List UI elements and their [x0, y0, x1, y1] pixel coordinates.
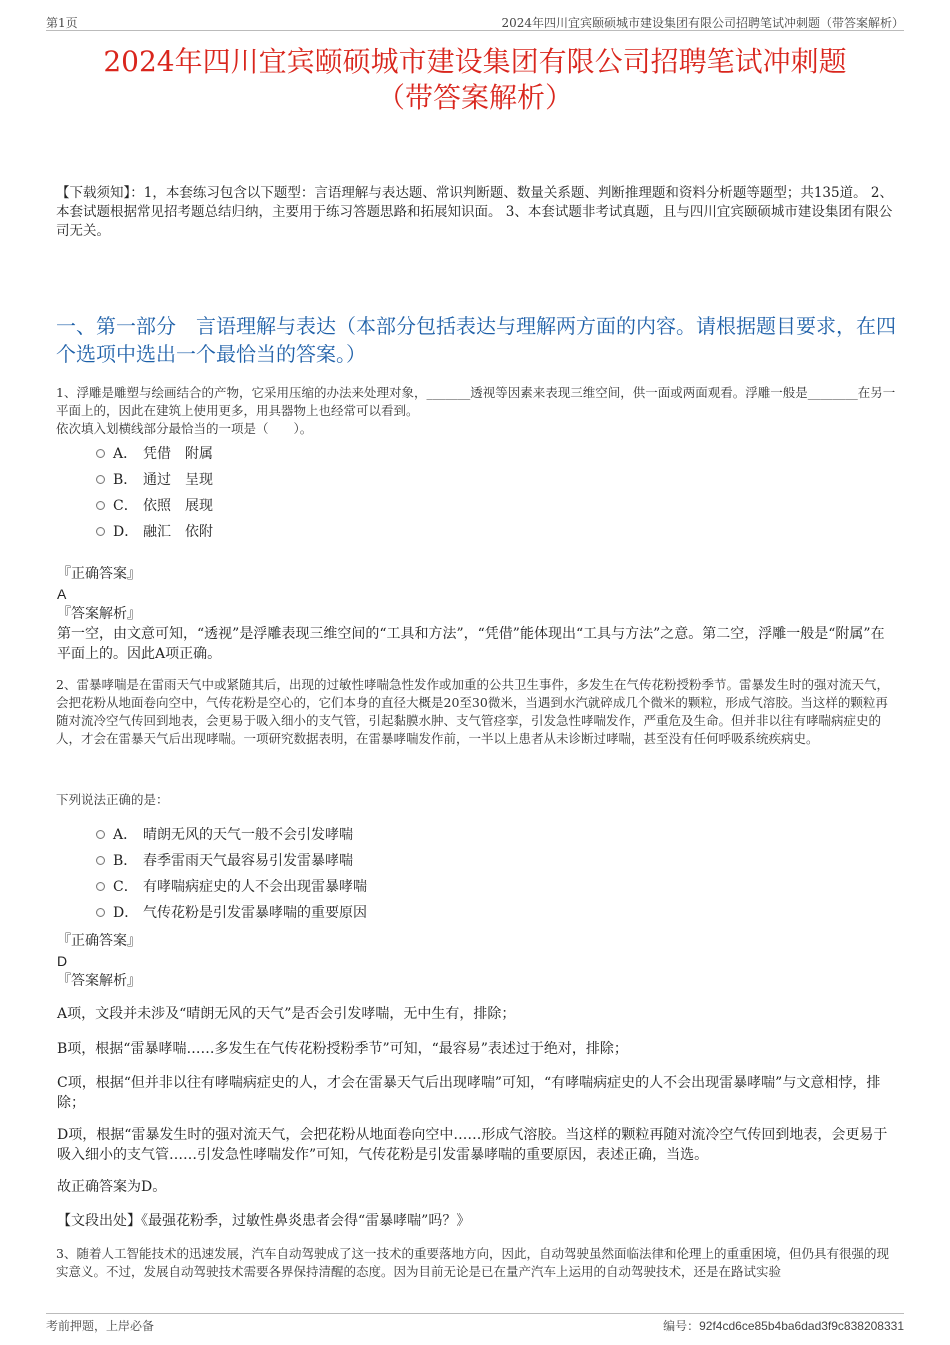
radio-icon[interactable]	[96, 475, 105, 484]
download-notice: 【下载须知】：1，本套练习包含以下题型：言语理解与表达题、常识判断题、数量关系题、判断推理题和资料分析题等题型；共135道。 2、本套试题根据常见招考题总结归纳，主要用于练习答题思路和拓展知识面。 3、本套试题非考试真题，且与四川宜宾颐硕城市建设集团有限公司无关。	[56, 185, 893, 239]
q2-option-a[interactable]: A． 晴朗无风的天气一般不会引发哮喘	[96, 821, 367, 847]
header-doc-name: 2024年四川宜宾颐硕城市建设集团有限公司招聘笔试冲刺题（带答案解析）	[501, 16, 904, 30]
answer-label: 『正确答案』	[57, 566, 141, 582]
question-2-options	[96, 821, 367, 925]
footer-motto: 考前押题，上岸必备	[46, 1319, 155, 1333]
radio-icon[interactable]	[96, 830, 105, 839]
analysis-label: 『答案解析』	[57, 973, 141, 989]
analysis-option-a: A项，文段并未涉及“晴朗无风的天气”是否会引发哮喘，无中生有，排除；	[57, 1006, 516, 1022]
q1-option-a[interactable]: A． 凭借 附属	[96, 440, 213, 466]
title-line-1: 2024年四川宜宾颐硕城市建设集团有限公司招聘笔试冲刺题	[103, 45, 847, 78]
page-footer	[46, 1313, 904, 1334]
radio-icon[interactable]	[96, 856, 105, 865]
q1-option-d[interactable]: D． 融汇 依附	[96, 518, 213, 544]
radio-icon[interactable]	[96, 908, 105, 917]
q1-option-b[interactable]: B． 通过 呈现	[96, 466, 213, 492]
radio-icon[interactable]	[96, 449, 105, 458]
analysis-option-b: B项，根据“雷暴哮喘……多发生在气传花粉授粉季节”可知，“最容易”表述过于绝对，排除；	[57, 1041, 628, 1057]
question-2-text: 2、雷暴哮喘是在雷雨天气中或紧随其后，出现的过敏性哮喘急性发作或加重的公共卫生事件，多发生在气传花粉授粉季节。雷暴发生时的强对流天气，会把花粉从地面卷向空中，气传花粉是空心的，它们本身的直径大概是20至30微米，当遇到水汽就碎成几个微米的颗粒，形成气溶胶。当这样的颗粒再随对流冷空气传回到地表，会更易于吸入细小的支气管，引起黏膜水肿、支气管痉挛，引发急性哮喘发作，严重危及生命。但并非以往有哮喘病症史的人，才会在雷暴天气后出现哮喘。一项研究数据表明，在雷暴哮喘发作前，一半以上患者从未诊断过哮喘，甚至没有任何呼吸系统疾病史。	[56, 677, 889, 746]
q2-option-b[interactable]: B． 春季雷雨天气最容易引发雷暴哮喘	[96, 847, 367, 873]
q1-option-c[interactable]: C． 依照 展现	[96, 492, 213, 518]
radio-icon[interactable]	[96, 882, 105, 891]
analysis-label: 『答案解析』	[57, 606, 141, 622]
title-line-2: （带答案解析）	[376, 81, 573, 114]
page-number: 第1页	[46, 16, 78, 30]
answer-label: 『正确答案』	[57, 933, 141, 949]
answer-value: A	[57, 586, 67, 602]
question-2-answer	[57, 931, 890, 991]
question-1-prompt: 依次填入划横线部分最恰当的一项是（ ）。	[56, 421, 313, 436]
document-title	[30, 44, 920, 116]
page-header	[46, 12, 904, 31]
question-3-text: 3、随着人工智能技术的迅速发展，汽车自动驾驶成了这一技术的重要落地方向，因此，自动驾驶虽然面临法律和伦理上的重重困境，但仍具有很强的现实意义。不过，发展自动驾驶技术需要各界保持清醒的态度。因为目前无论是已在量产汽车上运用的自动驾驶技术，还是在路试实验	[56, 1246, 889, 1279]
footer-serial: 编号：92f4cd6ce85b4ba6dad3f9c838208331	[663, 1319, 904, 1333]
question-1-answer	[57, 564, 890, 664]
question-1-text: 1、浮雕是雕塑与绘画结合的产物，它采用压缩的办法来处理对象，_______透视等因素来表现三维空间，供一面或两面观看。浮雕一般是________在另一平面上的，因此在建筑上使用更多，用具器物上也经常可以看到。	[56, 385, 896, 418]
q2-option-d[interactable]: D． 气传花粉是引发雷暴哮喘的重要原因	[96, 899, 367, 925]
question-1	[56, 384, 900, 438]
passage-source: 【文段出处】《最强花粉季，过敏性鼻炎患者会得“雷暴哮喘”吗？》	[57, 1213, 471, 1229]
radio-icon[interactable]	[96, 501, 105, 510]
q2-option-c[interactable]: C． 有哮喘病症史的人不会出现雷暴哮喘	[96, 873, 367, 899]
question-1-options	[96, 440, 213, 544]
answer-value: D	[57, 953, 68, 969]
analysis-text: 第一空，由文意可知，“透视”是浮雕表现三维空间的“工具和方法”，“凭借”能体现出“工具与方法”之意。第二空，浮雕一般是“附属”在平面上的。因此A项正确。	[57, 626, 885, 662]
radio-icon[interactable]	[96, 527, 105, 536]
question-2-prompt: 下列说法正确的是：	[56, 792, 169, 807]
analysis-option-d: D项，根据“雷暴发生时的强对流天气，会把花粉从地面卷向空中……形成气溶胶。当这样的颗粒再随对流冷空气传回到地表，会更易于吸入细小的支气管……引发急性哮喘发作”可知，气传花粉是引发雷暴哮喘的重要原因，表述正确，当选。	[57, 1127, 888, 1163]
analysis-conclusion: 故正确答案为D。	[57, 1179, 167, 1195]
section-heading: 一、第一部分 言语理解与表达（本部分包括表达与理解两方面的内容。请根据题目要求，在四个选项中选出一个最恰当的答案。）	[56, 314, 896, 366]
analysis-option-c: C项，根据“但并非以往有哮喘病症史的人，才会在雷暴天气后出现哮喘”可知，“有哮喘病症史的人不会出现雷暴哮喘”与文意相悖，排除；	[57, 1075, 881, 1111]
